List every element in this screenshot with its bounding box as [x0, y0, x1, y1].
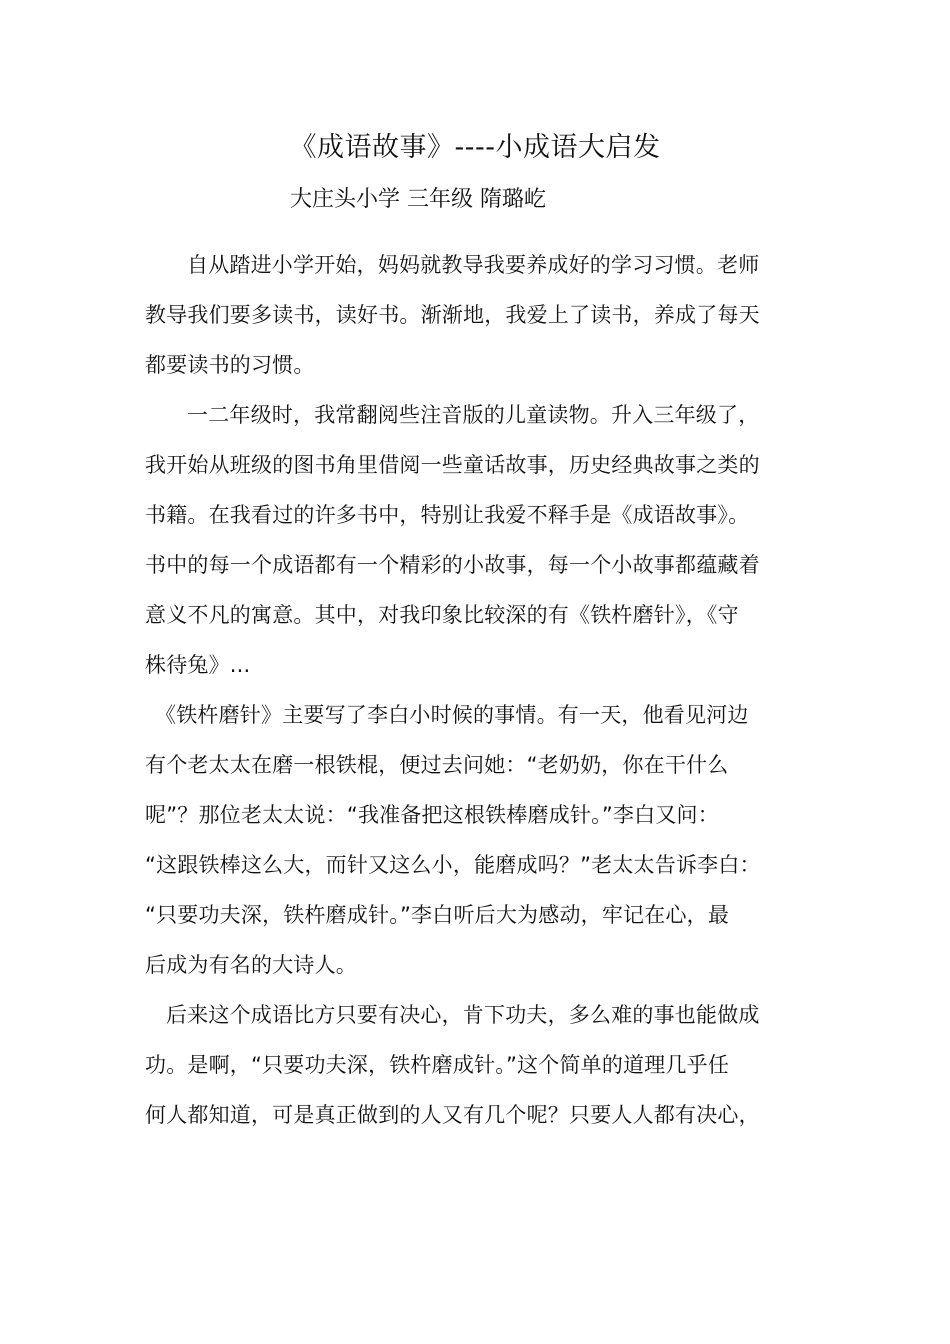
body-line: 《铁杵磨针》主要写了李白小时候的事情。有一天，他看见河边 [155, 703, 749, 727]
body-line: 一二年级时，我常翻阅些注音版的儿童读物。升入三年级了， [187, 403, 760, 427]
body-line: 有个老太太在磨一根铁棍，便过去问她：“老奶奶，你在干什么 [145, 753, 729, 777]
body-line: 意义不凡的寓意。其中，对我印象比较深的有《铁杵磨针》，《守 [145, 603, 739, 627]
body-line: 自从踏进小学开始，妈妈就教导我要养成好的学习习惯。老师 [187, 253, 760, 277]
body-line: 书籍。在我看过的许多书中，特别让我爱不释手是《成语故事》。 [145, 503, 750, 527]
body-line: “只要功夫深，铁杵磨成针。”李白听后大为感动，牢记在心，最 [145, 903, 730, 927]
body-line: 都要读书的习惯。 [145, 353, 315, 377]
body-line: 何人都知道，可是真正做到的人又有几个呢？只要人人都有决心， [145, 1103, 760, 1127]
body-line: “这跟铁棒这么大，而针又这么小，能磨成吗？”老太太告诉李白： [145, 853, 761, 877]
body-line: 后来这个成语比方只要有决心，肯下功夫，多么难的事也能做成 [166, 1003, 760, 1027]
body-line: 株待兔》... [145, 653, 251, 677]
document-byline: 大庄头小学 三年级 隋璐屹 [290, 187, 546, 212]
body-line: 呢”？那位老太太说：“我准备把这根铁棒磨成针。”李白又问： [145, 803, 719, 827]
body-line: 书中的每一个成语都有一个精彩的小故事，每一个小故事都蕴藏着 [145, 553, 760, 577]
body-line: 后成为有名的大诗人。 [145, 953, 357, 977]
body-line: 功。是啊，“只要功夫深，铁杵磨成针。”这个简单的道理几乎任 [145, 1053, 730, 1077]
body-line: 教导我们要多读书，读好书。渐渐地，我爱上了读书，养成了每天 [145, 303, 760, 327]
document-title: 《成语故事》----小成语大启发 [289, 132, 661, 163]
body-line: 我开始从班级的图书角里借阅一些童话故事，历史经典故事之类的 [145, 453, 760, 477]
